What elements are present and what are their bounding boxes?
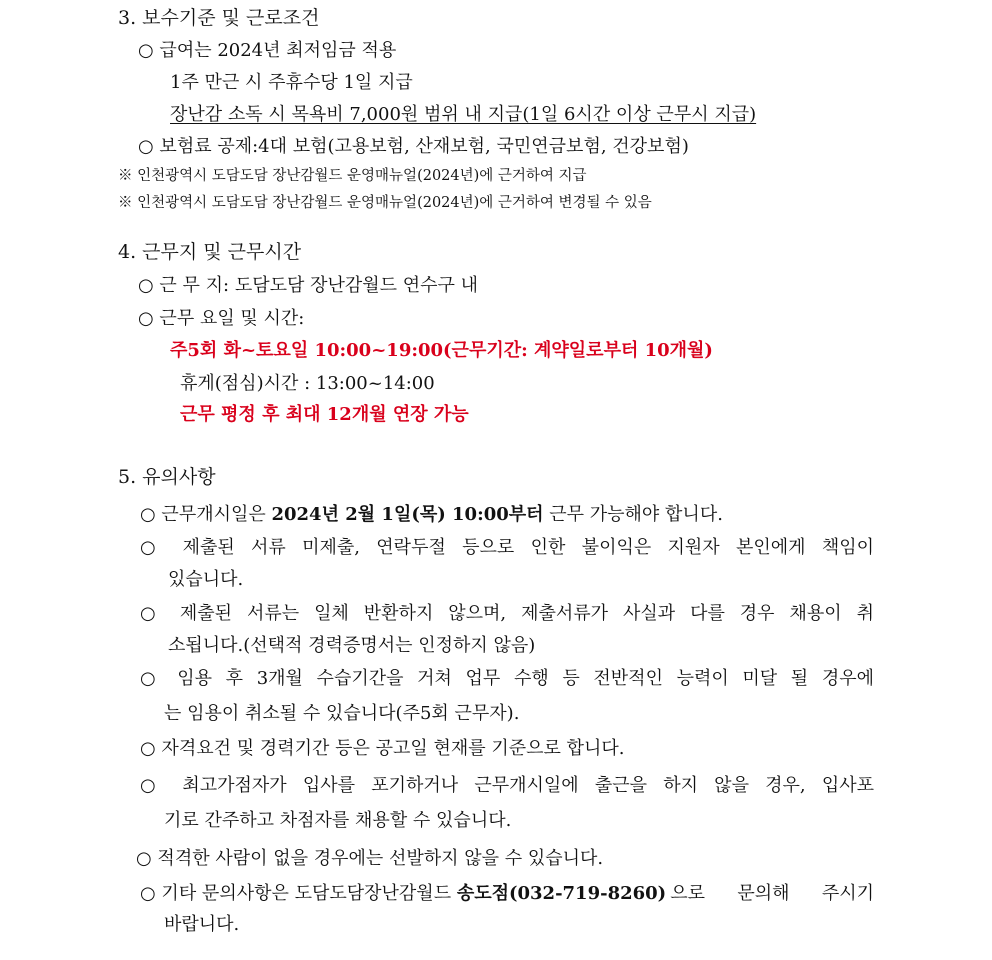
insurance-item: ○ 보험료 공제:4대 보험(고용보험, 산재보험, 국민연금보험, 건강보험)	[138, 136, 689, 157]
days-label: ○ 근무 요일 및 시간:	[138, 308, 305, 329]
notice-1-suffix: 근무 가능해야 합니다.	[543, 504, 723, 525]
notice-item-8-cont: 바랍니다.	[164, 914, 240, 935]
section4-heading: 4. 근무지 및 근무시간	[118, 241, 302, 263]
notice-1-prefix: ○ 근무개시일은	[140, 504, 272, 525]
note-2: ※ 인천광역시 도담도담 장난감월드 운영매뉴얼(2024년)에 근거하여 변경될 수 있음	[118, 195, 652, 211]
pay-line-2: 1주 만근 시 주휴수당 1일 지급	[170, 72, 413, 93]
notice-item-3-cont: 소됩니다.(선택적 경력증명서는 인정하지 않음)	[168, 635, 536, 656]
notice-item-3: ○ 제출된 서류는 일체 반환하지 않으며, 제출서류가 사실과 다를 경우 채용이 취	[140, 603, 874, 624]
pay-line-3: 장난감 소독 시 목욕비 7,000원 범위 내 지급(1일 6시간 이상 근무시 지급)	[170, 104, 757, 125]
notice-8-prefix: ○ 기타 문의사항은 도담도담장난감월드	[140, 883, 457, 904]
notice-item-7: ○ 적격한 사람이 없을 경우에는 선발하지 않을 수 있습니다.	[136, 848, 604, 869]
notice-item-5: ○ 자격요건 및 경력기간 등은 공고일 현재를 기준으로 합니다.	[140, 738, 625, 759]
section5-heading: 5. 유의사항	[118, 466, 216, 488]
note-1: ※ 인천광역시 도담도담 장난감월드 운영매뉴얼(2024년)에 근거하여 지급	[118, 168, 587, 184]
extension-text: 근무 평정 후 최대 12개월 연장 가능	[180, 404, 469, 425]
location-item: ○ 근 무 지: 도담도담 장난감월드 연수구 내	[138, 275, 479, 296]
schedule-text: 주5회 화~토요일 10:00~19:00(근무기간: 계약일로부터 10개월)	[170, 340, 713, 361]
notice-8-suffix: 으로 문의해 주시기	[670, 883, 874, 904]
notice-item-8	[140, 883, 874, 905]
notice-item-4: ○ 임용 후 3개월 수습기간을 거쳐 업무 수행 등 전반적인 능력이 미달 될 경우에	[140, 668, 874, 689]
notice-item-1	[140, 504, 723, 526]
notice-item-2-cont: 있습니다.	[168, 569, 244, 590]
contact-info: 송도점(032-719-8260)	[456, 883, 667, 904]
start-date: 2024년 2월 1일(목) 10:00부터	[271, 504, 544, 525]
notice-item-2: ○ 제출된 서류 미제출, 연락두절 등으로 인한 불이익은 지원자 본인에게 책임이	[140, 537, 874, 558]
notice-item-6-cont: 기로 간주하고 차점자를 채용할 수 있습니다.	[164, 810, 512, 831]
pay-item: ○ 급여는 2024년 최저임금 적용	[138, 40, 397, 61]
notice-item-6: ○ 최고가점자가 입사를 포기하거나 근무개시일에 출근을 하지 않을 경우, 입사포	[140, 775, 874, 796]
notice-item-4-cont: 는 임용이 취소될 수 있습니다(주5회 근무자).	[164, 703, 520, 724]
section3-heading: 3. 보수기준 및 근로조건	[118, 7, 320, 29]
break-time: 휴게(점심)시간 : 13:00~14:00	[180, 373, 435, 394]
